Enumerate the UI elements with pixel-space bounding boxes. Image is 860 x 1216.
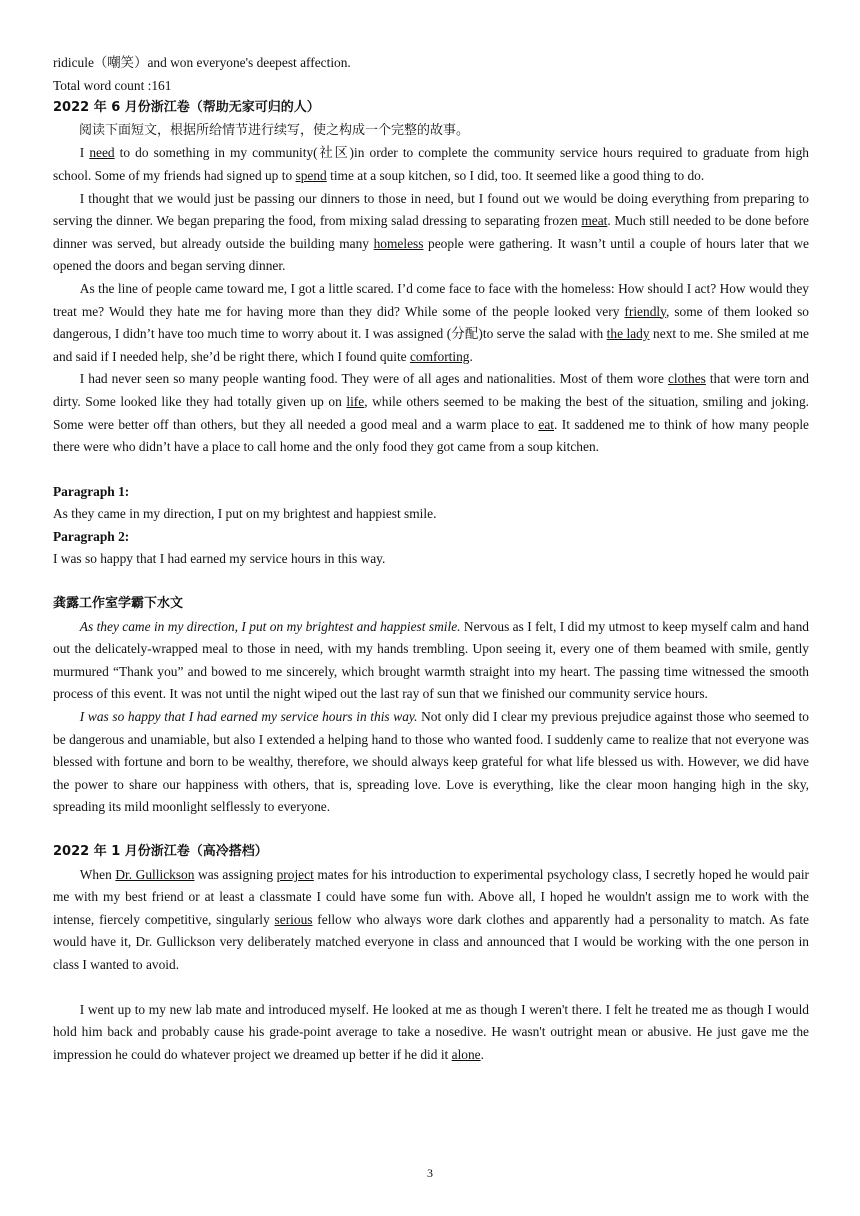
keyword-underline: meat (581, 213, 608, 229)
word-count: Total word count :161 (53, 77, 172, 93)
keyword-underline: friendly (624, 303, 666, 319)
section-title-2022-january: 2022 年 1 月份浙江卷（高冷搭档） (53, 844, 268, 859)
section-title-2022-june: 2022 年 6 月份浙江卷（帮助无家可归的人） (53, 100, 320, 116)
story2-paragraph-1: When Dr. Gullickson was assigning project mates for his introduction to experimental psychology class, I secretly hoped he would pair me with my best friend or at least a classmate I could have some fun with. Above all, I hoped he wouldn't assign me to work with the intense, fiercely competitive, singularly serious fellow who always wore dark clothes and apparently had a personality to match. As fate would have it, Dr. Gullickson very deliberately matched everyone in class and announced that I would be working with the one person in class I wanted to avoid. (53, 866, 810, 972)
model-essay-paragraph-2: I was so happy that I had earned my service hours in this way. Not only did I clear my previous prejudice against those who seemed to be dangerous and unamiable, but also I extended a helping hand to those who wanted food. I suddenly came to realize that not everyone was blessed with fortune and born to be wealthy, therefore, we should always keep grateful for what life blessed us with. However, we did have the power to share our happiness with others, that is, spreading love. Love is everything, like the clear moon hanging high in the sky, spreading its mild moonlight selflessly to everyone. (53, 709, 809, 815)
keyword-underline: life (346, 393, 365, 409)
task-instruction: 阅读下面短文，根据所给情节进行续写，使之构成一个完整的故事。 (79, 122, 470, 138)
model-essay-paragraph-1: As they came in my direction, I put on my brightest and happiest smile. Nervous as I felt, I did my utmost to keep myself calm and hand out the delicately-wrapped meal to those in need, with my hands trembling. Upon seeing it, every one of them beamed with smile, gently murmured “Thank you” and bowed to me sincerely, which brought warmth straight into my heart. The passing time witnessed the smooth process of this event. It was not until the night wiped out the last ray of sun that we finished our community service hours. (53, 618, 809, 702)
keyword-underline: homeless (373, 235, 424, 251)
keyword-underline: project (276, 866, 314, 882)
paragraph-2-prompt: I was so happy that I had earned my service hours in this way. (53, 551, 386, 567)
keyword-underline: eat (538, 416, 555, 432)
paragraph-1-prompt: As they came in my direction, I put on my brightest and happiest smile. (53, 506, 437, 522)
keyword-underline: spend (295, 167, 327, 183)
keyword-underline: comforting (409, 348, 470, 364)
story-paragraph-3: As the line of people came toward me, I got a little scared. I’d come face to face with the homeless: How should I act? How would they treat me? Would they hate me for having more than they did? While some of the people looked very friendly, some of them looked so dangerous, I didn’t have too much time to worry about it. I was assigned (分配)to serve the salad with the lady next to me. She smiled at me and said if I needed help, she’d be right there, which I found quite comforting. (53, 280, 809, 364)
story-paragraph-4: I had never seen so many people wanting food. They were of all ages and nationalities. Most of them wore clothes that were torn and dirty. Some looked like they had totally given up on life, while others seemed to be making the best of the situation, smiling and joking. Some were better off than others, but they all needed a good meal and a warm place to eat. It saddened me to think of how many people there were who didn’t have a place to call home and the only food they got came from a soup kitchen. (53, 371, 810, 455)
keyword-underline: the lady (606, 326, 650, 342)
carryover-line: ridicule（嘲笑）and won everyone's deepest affection. (53, 55, 351, 70)
document-page (53, 52, 809, 1066)
keyword-underline: need (89, 145, 115, 161)
story2-paragraph-2: I went up to my new lab mate and introduced myself. He looked at me as though I weren't there. I felt he treated me as though I would hold him back and probably cause his grade-point average to take a nosedive. He wasn't outright mean or abusive. He just gave me the impression he could do whatever project we dreamed up better if he did it alone. (53, 1001, 809, 1062)
keyword-underline: alone (451, 1046, 481, 1062)
paragraph-1-label: Paragraph 1: (53, 483, 130, 499)
story-paragraph-2: I thought that we would just be passing our dinners to those in need, but I found out we would be doing everything from preparing to serving the dinner. We began preparing the food, from mixing salad dressing to separating frozen meat. Much still needed to be done before dinner was served, but already outside the building many homeless people were gathering. It wasn’t until a couple of hours later that we opened the doors and began serving dinner. (53, 190, 810, 274)
page-number: 3 (427, 1166, 433, 1180)
keyword-underline: clothes (667, 371, 706, 387)
paragraph-2-label: Paragraph 2: (53, 528, 130, 544)
story-paragraph-1: I need to do something in my community(社区)in order to complete the community service hours required to graduate from high school. Some of my friends had signed up to spend time at a soup kitchen, so I did, too. It seemed like a good thing to do. (53, 145, 809, 183)
section-title-model-essay: 龚露工作室学霸下水文 (53, 596, 184, 612)
keyword-underline: serious (274, 911, 313, 927)
keyword-underline: Dr. Gullickson (115, 866, 195, 882)
